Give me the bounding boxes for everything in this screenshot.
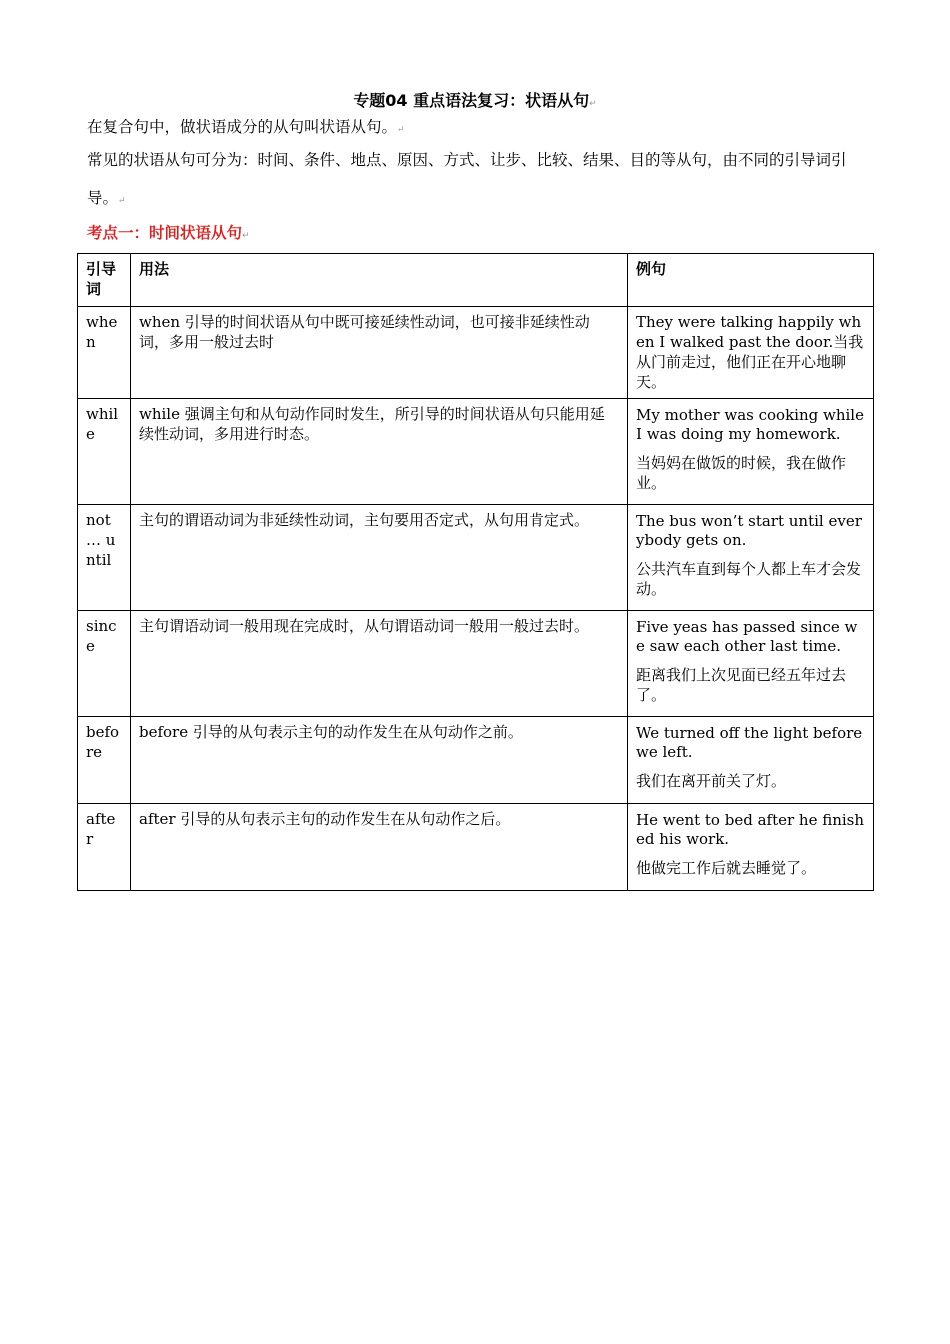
cell-usage: after 引导的从句表示主句的动作发生在从句动作之后。 xyxy=(131,804,628,891)
intro-paragraph-2: 常见的状语从句可分为：时间、条件、地点、原因、方式、让步、比较、结果、目的等从句，由不同的引导词引导。↵ xyxy=(87,151,847,207)
cell-usage: when 引导的时间状语从句中既可接延续性动词，也可接非延续性动词，多用一般过去时 xyxy=(131,307,628,399)
example-chinese: 当妈妈在做饭的时候，我在做作业。 xyxy=(636,454,847,492)
cell-word: when xyxy=(78,307,131,399)
example-english: He went to bed after he finished his work. xyxy=(636,811,865,848)
table-row xyxy=(78,611,874,717)
cell-usage: 主句谓语动词一般用现在完成时，从句谓语动词一般用一般过去时。 xyxy=(131,611,628,717)
cell-example xyxy=(628,399,874,505)
paragraph-mark: ↵ xyxy=(397,125,405,135)
cell-word: after xyxy=(78,804,131,891)
header-word: 引导词 xyxy=(78,254,131,307)
cell-example xyxy=(628,505,874,611)
example-english: My mother was cooking while I was doing my homework. xyxy=(636,406,864,443)
table-row xyxy=(78,307,874,399)
cell-example xyxy=(628,804,874,891)
paragraph-mark: ↵ xyxy=(118,196,126,206)
cell-example: They were talking happily when I walked past the door.当我从门前走过，他们正在开心地聊天。 xyxy=(628,307,874,399)
cell-word: not … until xyxy=(78,505,131,611)
cell-example xyxy=(628,717,874,804)
section-heading: 考点一：时间状语从句↵ xyxy=(87,224,250,242)
intro-paragraph-1: 在复合句中，做状语成分的从句叫状语从句。↵ xyxy=(87,118,405,136)
table-row xyxy=(78,804,874,891)
table-header-row xyxy=(78,254,874,307)
cell-word: while xyxy=(78,399,131,505)
time-clause-table xyxy=(77,253,874,891)
page-title: 专题04 重点语法复习：状语从句↵ xyxy=(353,91,597,110)
example-english: Five yeas has passed since we saw each other last time. xyxy=(636,618,858,655)
table-row xyxy=(78,717,874,804)
cell-usage: 主句的谓语动词为非延续性动词，主句要用否定式，从句用肯定式。 xyxy=(131,505,628,611)
example-chinese: 他做完工作后就去睡觉了。 xyxy=(636,859,817,877)
cell-usage: before 引导的从句表示主句的动作发生在从句动作之前。 xyxy=(131,717,628,804)
example-chinese: 我们在离开前关了灯。 xyxy=(636,772,787,790)
example-chinese: 公共汽车直到每个人都上车才会发动。 xyxy=(636,560,862,598)
header-example: 例句 xyxy=(628,254,874,307)
cell-usage: while 强调主句和从句动作同时发生，所引导的时间状语从句只能用延续性动词，多用进行时态。 xyxy=(131,399,628,505)
cell-word: since xyxy=(78,611,131,717)
cell-example xyxy=(628,611,874,717)
example-chinese: 距离我们上次见面已经五年过去了。 xyxy=(636,666,847,704)
paragraph-mark: ↵ xyxy=(589,99,597,109)
paragraph-mark: ↵ xyxy=(242,231,250,241)
table-row xyxy=(78,399,874,505)
cell-word: before xyxy=(78,717,131,804)
table-row xyxy=(78,505,874,611)
example-english: We turned off the light before we left. xyxy=(636,724,863,761)
example-english: The bus won’t start until everybody gets on. xyxy=(636,512,862,549)
header-usage: 用法 xyxy=(131,254,628,307)
